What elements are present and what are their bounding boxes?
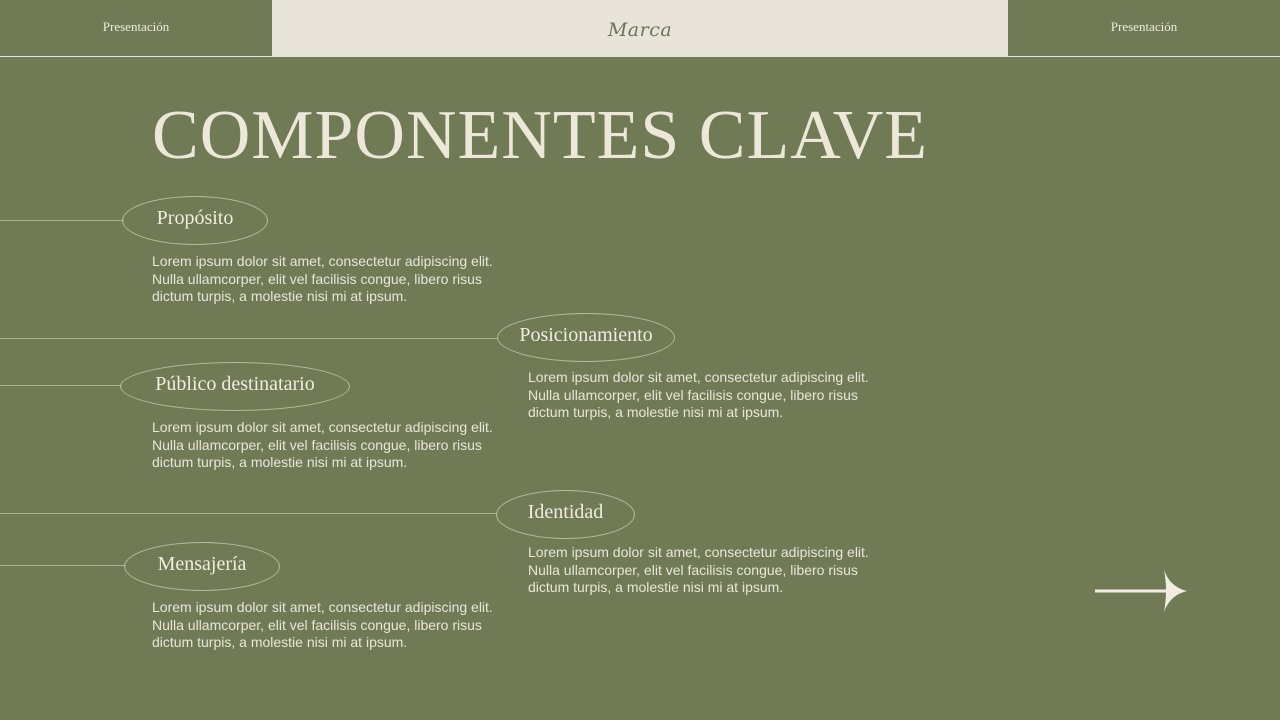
connector-line-publico	[0, 385, 122, 386]
nav-presentation-right[interactable]: Presentación	[1110, 19, 1178, 34]
component-text-publico: Lorem ipsum dolor sit amet, consectetur adipiscing elit. Nulla ullamcorper, elit vel facilisis congue, libero risus dictum turpis, a molestie nisi mi at ipsum.	[152, 419, 493, 470]
oval-label-publico	[120, 362, 350, 411]
page-title: COMPONENTES CLAVE	[152, 97, 929, 174]
connector-line-mensajeria	[0, 565, 126, 566]
component-text-mensajeria: Lorem ipsum dolor sit amet, consectetur adipiscing elit. Nulla ullamcorper, elit vel facilisis congue, libero risus dictum turpis, a molestie nisi mi at ipsum.	[152, 599, 493, 650]
oval-label-proposito	[122, 196, 268, 245]
connector-line-identidad	[0, 513, 497, 514]
arrow-right-icon[interactable]	[1094, 570, 1188, 612]
header-bar	[0, 0, 1280, 56]
oval-label-mensajeria	[124, 542, 280, 591]
component-text-proposito: Lorem ipsum dolor sit amet, consectetur adipiscing elit. Nulla ullamcorper, elit vel facilisis congue, libero risus dictum turpis, a molestie nisi mi at ipsum.	[152, 253, 493, 304]
component-text-identidad: Lorem ipsum dolor sit amet, consectetur adipiscing elit. Nulla ullamcorper, elit vel facilisis congue, libero risus dictum turpis, a molestie nisi mi at ipsum.	[528, 544, 869, 595]
oval-label-posicionamiento	[497, 313, 675, 362]
component-text-posicionamiento: Lorem ipsum dolor sit amet, consectetur adipiscing elit. Nulla ullamcorper, elit vel facilisis congue, libero risus dictum turpis, a molestie nisi mi at ipsum.	[528, 369, 869, 420]
component-title-identidad: Identidad	[527, 501, 604, 523]
connector-line-proposito	[0, 220, 124, 221]
nav-presentation-left[interactable]: Presentación	[102, 19, 170, 34]
oval-label-identidad	[496, 490, 635, 539]
header-divider	[0, 56, 1280, 57]
component-title-proposito: Propósito	[156, 207, 234, 229]
brand-logo-text: Marca	[607, 19, 673, 41]
brand-box	[272, 0, 1008, 56]
component-title-publico: Público destinatario	[155, 373, 315, 395]
component-title-posicionamiento: Posicionamiento	[519, 324, 653, 346]
connector-line-posicionamiento	[0, 338, 498, 339]
component-title-mensajeria: Mensajería	[157, 553, 247, 575]
